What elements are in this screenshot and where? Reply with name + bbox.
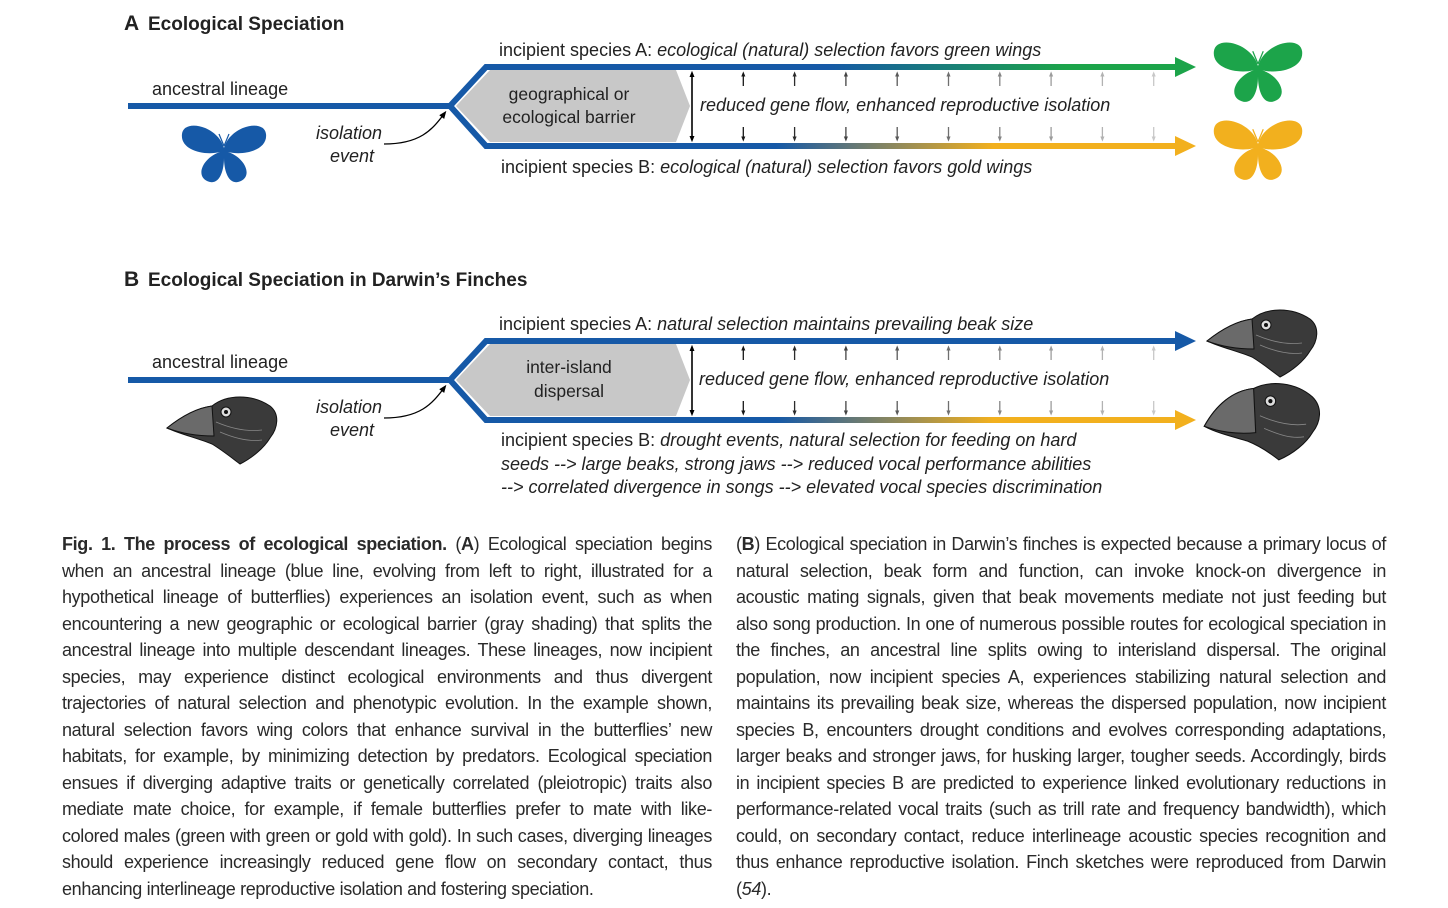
species-a-label: incipient species A: ecological (natural) selection favors green wings [499, 40, 1042, 60]
panel-a-lineage [128, 40, 1302, 182]
finch-head-icon [1207, 310, 1317, 377]
finch-head-icon [167, 397, 277, 464]
species-b-arrowhead [1175, 410, 1196, 430]
barrier-label-line2: ecological barrier [502, 107, 636, 127]
panel-b-lineage [128, 310, 1320, 497]
caption-label: Fig. 1. The process of ecological speciation. [62, 534, 447, 554]
species-b-label-line1: incipient species B: drought events, natural selection for feeding on hard [501, 430, 1077, 450]
barrier-shape [456, 70, 690, 142]
ancestral-lineage-label: ancestral lineage [152, 352, 289, 372]
isolation-event-label-line1: isolation [315, 123, 383, 143]
isolation-event-label-line2: event [329, 420, 375, 440]
barrier-label-line2: dispersal [533, 381, 605, 401]
panel-a-letter: A [124, 12, 140, 35]
caption-a-letter: A [460, 534, 474, 554]
species-b-label-line2: seeds --> large beaks, strong jaws --> reduced vocal performance abilities [501, 454, 1092, 474]
panel-b-title: Ecological Speciation in Darwin’s Finches [148, 270, 528, 291]
barrier-label-line1: inter-island [526, 357, 612, 377]
species-a-arrowhead [1175, 331, 1196, 351]
species-b-arrowhead [1175, 136, 1196, 156]
panel-a-title: Ecological Speciation [148, 14, 345, 35]
panel-b-letter: B [124, 268, 140, 291]
species-b-label-line3: --> correlated divergence in songs --> elevated vocal species discrimination [501, 477, 1103, 497]
caption-b-letter: B [741, 534, 755, 554]
caption-b-text: ) Ecological speciation in Darwin’s finches is expected because a primary locus of natural selection, beak form and function, can invoke knock-on divergence in acoustic mating signals, given that beak movements mediate not just feeding but also song production. In one of numerous possible routes for ecological speciation in the finches, an ancestral line splits owing to interisland dispersal. The original population, now incipient species A, experiences stabilizing natural selection and maintains its prevailing beak size, whereas the dispersed population, now incipient species B, encounters drought conditions and evolves corresponding adaptations, larger beaks and stronger jaws, for husking larger, tougher seeds. Accordingly, birds in incipient species B are predicted to experience linked evolutionary reductions in performance-related vocal traits (such as trill rate and frequency bandwidth), which could, on secondary contact, reduce interlineage acoustic species recognition and thus enhance reproductive isolation. Finch sketches were reproduced from Darwin ( [736, 534, 1386, 899]
barrier-shape [456, 344, 690, 416]
isolation-event-label-line2: event [329, 146, 375, 166]
caption-a-text: ) Ecological speciation begins when an ancestral lineage (blue line, evolving from left to right, illustrated for a hypothetical lineage of butterflies) experiences an isolation event, such as when encountering a new geographic or ecological barrier (gray shading) that splits the ancestral lineage into multiple descendant lineages. These lineages, now incipient species, may experience distinct ecological environments and thus divergent trajectories of natural selection and phenotypic evolution. In the example shown, natural selection favors wing colors that enhance survival in the butterflies’ new habitats, for example, by minimizing detection by predators. Ecological speciation ensues if diverging adaptive traits or genetically correlated (pleiotropic) traits also mediate mate choice, for example, if female butterflies prefer to mate with like-colored males (green with green or gold with gold). In such cases, diverging lineages should experience increasingly reduced gene flow on secondary contact, thus enhancing interlineage reproductive isolation and fostering speciation. [62, 534, 712, 899]
green-butterfly-icon [1214, 42, 1302, 101]
isolation-event-pointer [384, 114, 444, 144]
caption-b-paren: ( [736, 534, 742, 554]
large-beak-finch-head-icon [1204, 384, 1319, 460]
blue-butterfly-icon [182, 126, 266, 183]
caption-column-left [62, 531, 712, 902]
isolation-event-label-line1: isolation [315, 397, 383, 417]
caption-a-paren: ( [446, 534, 461, 554]
caption-b-reference: 54 [741, 878, 761, 899]
caption-column-right [736, 531, 1386, 902]
gene-flow-label: reduced gene flow, enhanced reproductive isolation [700, 95, 1111, 115]
ancestral-lineage-label: ancestral lineage [152, 79, 289, 99]
barrier-label-line1: geographical or [508, 84, 630, 104]
isolation-event-pointer [384, 388, 444, 418]
gene-flow-label: reduced gene flow, enhanced reproductive isolation [699, 369, 1110, 389]
species-b-label: incipient species B: ecological (natural) selection favors gold wings [501, 157, 1033, 177]
gold-butterfly-icon [1214, 120, 1302, 179]
species-a-arrowhead [1175, 57, 1196, 77]
species-a-label: incipient species A: natural selection maintains prevailing beak size [499, 314, 1034, 334]
caption-b-end: ). [760, 878, 772, 899]
